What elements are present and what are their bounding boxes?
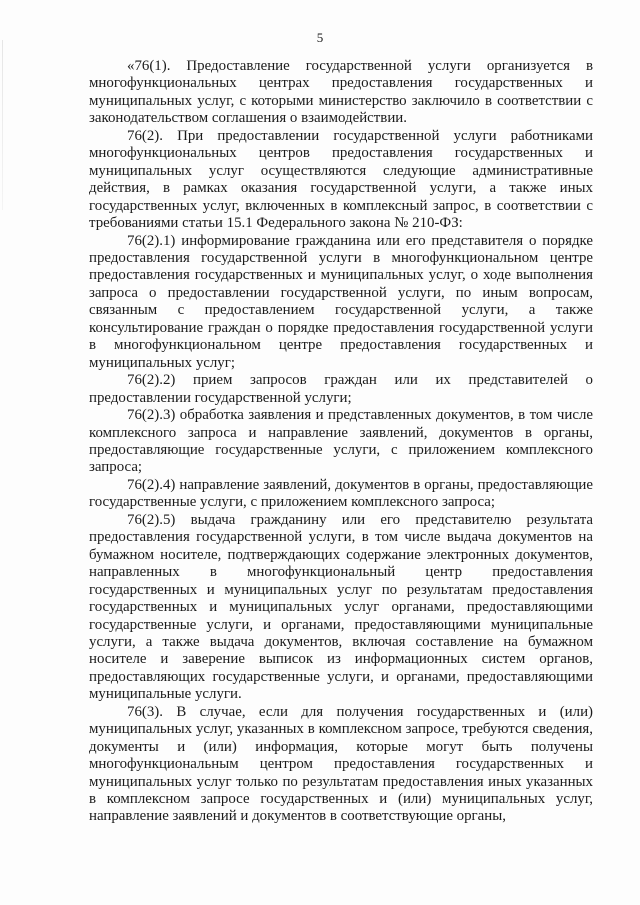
- document-body: [89, 58, 593, 826]
- paragraph-76-2-3: 76(2).3) обработка заявления и представленных документов, в том числе комплексного запроса и направление заявлений, документов в органы, предоставляющие государственные услуги, с приложением комплексного запроса;: [89, 407, 593, 476]
- paragraph-76-2-5: 76(2).5) выдача гражданину или его представителю результата предоставления государственной услуги, в том числе выдача документов на бумажном носителе, подтверждающих содержание электронных документов, направленных в многофункциональный центр предоставления государственных и муниципальных услуг по результатам предоставления государственных и муниципальных услуг органами, предоставляющими государственные услуги, и органами, предоставляющими муниципальные услуги, а также выдача документов, включая составление на бумажном носителе и заверение выписок из информационных систем органов, предоставляющих государственные услуги, и органами, предоставляющими муниципальные услуги.: [89, 511, 593, 703]
- paragraph-76-3: 76(3). В случае, если для получения государственных и (или) муниципальных услуг, указанных в комплексном запросе, требуются сведения, документы и (или) информация, которые могут быть получены многофункциональным центром предоставления государственных и муниципальных услуг только по результатам предоставления иных указанных в комплексном запросе государственных и (или) муниципальных услуг, направление заявлений и документов в соответствующие органы,: [89, 703, 593, 825]
- scan-margin-artifact: [2, 40, 3, 210]
- paragraph-76-1: «76(1). Предоставление государственной услуги организуется в многофункциональных центрах предоставления государственных и муниципальных услуг, с которыми министерство заключило в соответствии с законодательством соглашения о взаимодействии.: [89, 58, 593, 127]
- paragraph-76-2-4: 76(2).4) направление заявлений, документов в органы, предоставляющие государственные услуги, с приложением комплексного запроса;: [89, 476, 593, 511]
- paragraph-76-2-2: 76(2).2) прием запросов граждан или их представителей о предоставлении государственной услуги;: [89, 372, 593, 406]
- paragraph-76-2: 76(2). При предоставлении государственной услуги работниками многофункциональных центров предоставления государственных и муниципальных услуг осуществляются следующие административные действия, в рамках оказания государственной услуги, а также иных государственных услуг, включенных в комплексный запрос, в соответствии с требованиями статьи 15.1 Федерального закона № 210-ФЗ:: [89, 127, 593, 232]
- page-number: 5: [316, 30, 324, 45]
- paragraph-76-2-1: 76(2).1) информирование гражданина или его представителя о порядке предоставления государственной услуги в многофункциональном центре предоставления государственных и муниципальных услуг, о ходе выполнения запроса о предоставлении государственной услуги, по иным вопросам, связанным с предоставлением государственной услуги, а также консультирование граждан о порядке предоставления государственной услуги в многофункциональном центре предоставления государственных и муниципальных услуг;: [89, 232, 593, 371]
